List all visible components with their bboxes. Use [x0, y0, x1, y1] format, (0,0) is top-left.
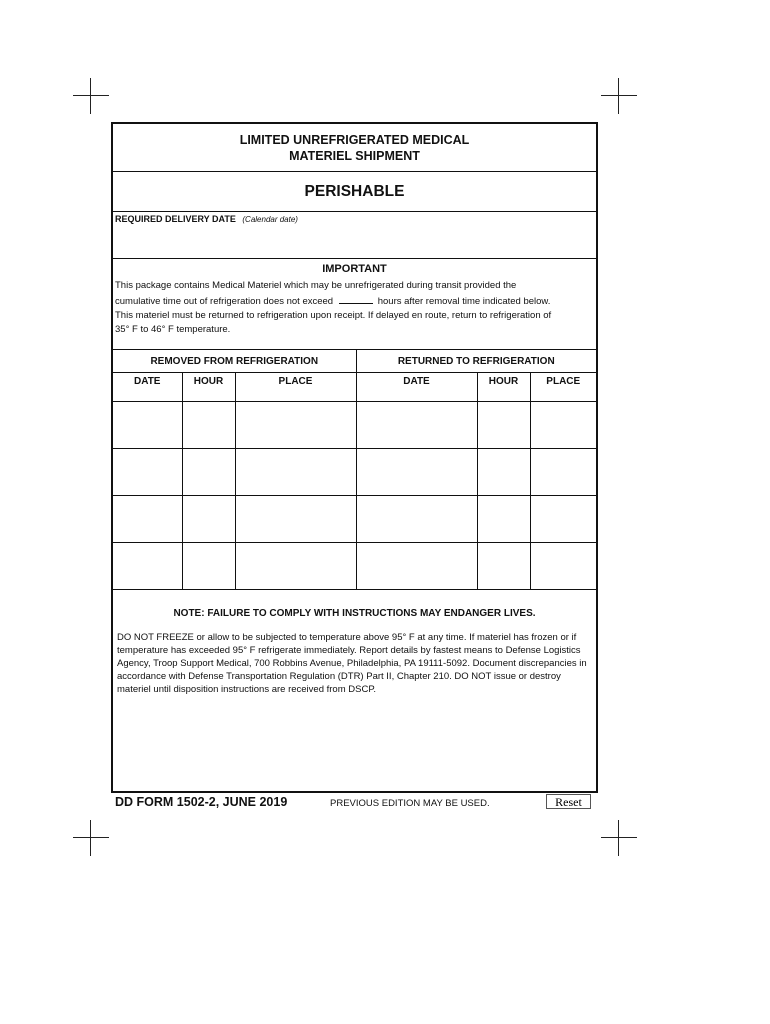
removed-place-header: PLACE — [235, 373, 356, 402]
table-row — [113, 543, 596, 590]
crop-mark-bottom-right — [601, 820, 637, 856]
crop-mark-bottom-left — [73, 820, 109, 856]
returned-hour-cell[interactable] — [477, 449, 530, 496]
crop-mark-top-left — [73, 78, 109, 114]
important-line-part: hours after removal time indicated below. — [377, 296, 551, 307]
refrigeration-log-table — [113, 350, 596, 590]
important-line-part: cumulative time out of refrigeration does not exceed — [115, 296, 334, 307]
form-title — [113, 124, 596, 172]
removed-hour-cell[interactable] — [182, 402, 235, 449]
removed-date-cell[interactable] — [113, 449, 182, 496]
returned-date-header: DATE — [356, 373, 477, 402]
removed-hour-header: HOUR — [182, 373, 235, 402]
returned-date-cell[interactable] — [356, 449, 477, 496]
form-id: DD FORM 1502-2, JUNE 2019 — [115, 795, 288, 809]
removed-place-cell[interactable] — [235, 402, 356, 449]
note-heading: NOTE: FAILURE TO COMPLY WITH INSTRUCTIONS MAY ENDANGER LIVES. — [173, 608, 536, 619]
removed-place-cell[interactable] — [235, 543, 356, 590]
returned-place-cell[interactable] — [530, 496, 596, 543]
important-line — [115, 293, 596, 309]
form-title-line2: MATERIEL SHIPMENT — [289, 149, 420, 163]
delivery-date-hint: (Calendar date) — [242, 215, 298, 224]
returned-hour-cell[interactable] — [477, 402, 530, 449]
crop-mark-top-right — [601, 78, 637, 114]
removed-hour-cell[interactable] — [182, 496, 235, 543]
returned-date-cell[interactable] — [356, 402, 477, 449]
returned-date-cell[interactable] — [356, 496, 477, 543]
table-row — [113, 496, 596, 543]
important-line: 35° F to 46° F temperature. — [115, 324, 231, 335]
previous-edition-note: PREVIOUS EDITION MAY BE USED. — [330, 798, 490, 809]
important-heading: IMPORTANT — [322, 263, 387, 275]
returned-place-header: PLACE — [530, 373, 596, 402]
important-section — [113, 259, 596, 350]
hours-input[interactable] — [339, 293, 373, 304]
returned-place-cell[interactable] — [530, 402, 596, 449]
important-text — [113, 276, 596, 337]
form-footer — [111, 795, 598, 815]
returned-hour-cell[interactable] — [477, 543, 530, 590]
table-row — [113, 402, 596, 449]
removed-date-cell[interactable] — [113, 543, 182, 590]
returned-group-header: RETURNED TO REFRIGERATION — [356, 350, 596, 373]
removed-group-header: REMOVED FROM REFRIGERATION — [113, 350, 356, 373]
removed-date-header: DATE — [113, 373, 182, 402]
note-section — [113, 586, 596, 791]
delivery-date-label: REQUIRED DELIVERY DATE — [115, 214, 236, 224]
note-body: DO NOT FREEZE or allow to be subjected to temperature above 95° F at any time. If materiel has frozen or if temperature has exceeded 95° F refrigerate immediately. Report details by fastest means to Defense Logistics Agency, Troop Support Medical, 700 Robbins Avenue, Philadelphia, PA 19111-5092. Document discrepancies in accordance with Defense Transportation Regulation (DTR) Part II, Chapter 210. DO NOT issue or destroy materiel until disposition instructions are received from DSCP. — [117, 632, 587, 695]
removed-place-cell[interactable] — [235, 449, 356, 496]
reset-button[interactable]: Reset — [546, 794, 591, 809]
returned-date-cell[interactable] — [356, 543, 477, 590]
returned-place-cell[interactable] — [530, 543, 596, 590]
returned-hour-cell[interactable] — [477, 496, 530, 543]
table-row — [113, 449, 596, 496]
removed-date-cell[interactable] — [113, 496, 182, 543]
removed-date-cell[interactable] — [113, 402, 182, 449]
removed-hour-cell[interactable] — [182, 543, 235, 590]
removed-place-cell[interactable] — [235, 496, 356, 543]
returned-hour-header: HOUR — [477, 373, 530, 402]
removed-hour-cell[interactable] — [182, 449, 235, 496]
important-line: This package contains Medical Materiel which may be unrefrigerated during transit provided the — [115, 280, 517, 291]
returned-place-cell[interactable] — [530, 449, 596, 496]
form-title-line1: LIMITED UNREFRIGERATED MEDICAL — [239, 133, 470, 147]
shipment-form — [111, 122, 598, 793]
perishable-heading: PERISHABLE — [113, 172, 596, 212]
required-delivery-date-field[interactable] — [113, 212, 596, 259]
important-line: This materiel must be returned to refrigeration upon receipt. If delayed en route, return to refrigeration of — [115, 310, 552, 321]
